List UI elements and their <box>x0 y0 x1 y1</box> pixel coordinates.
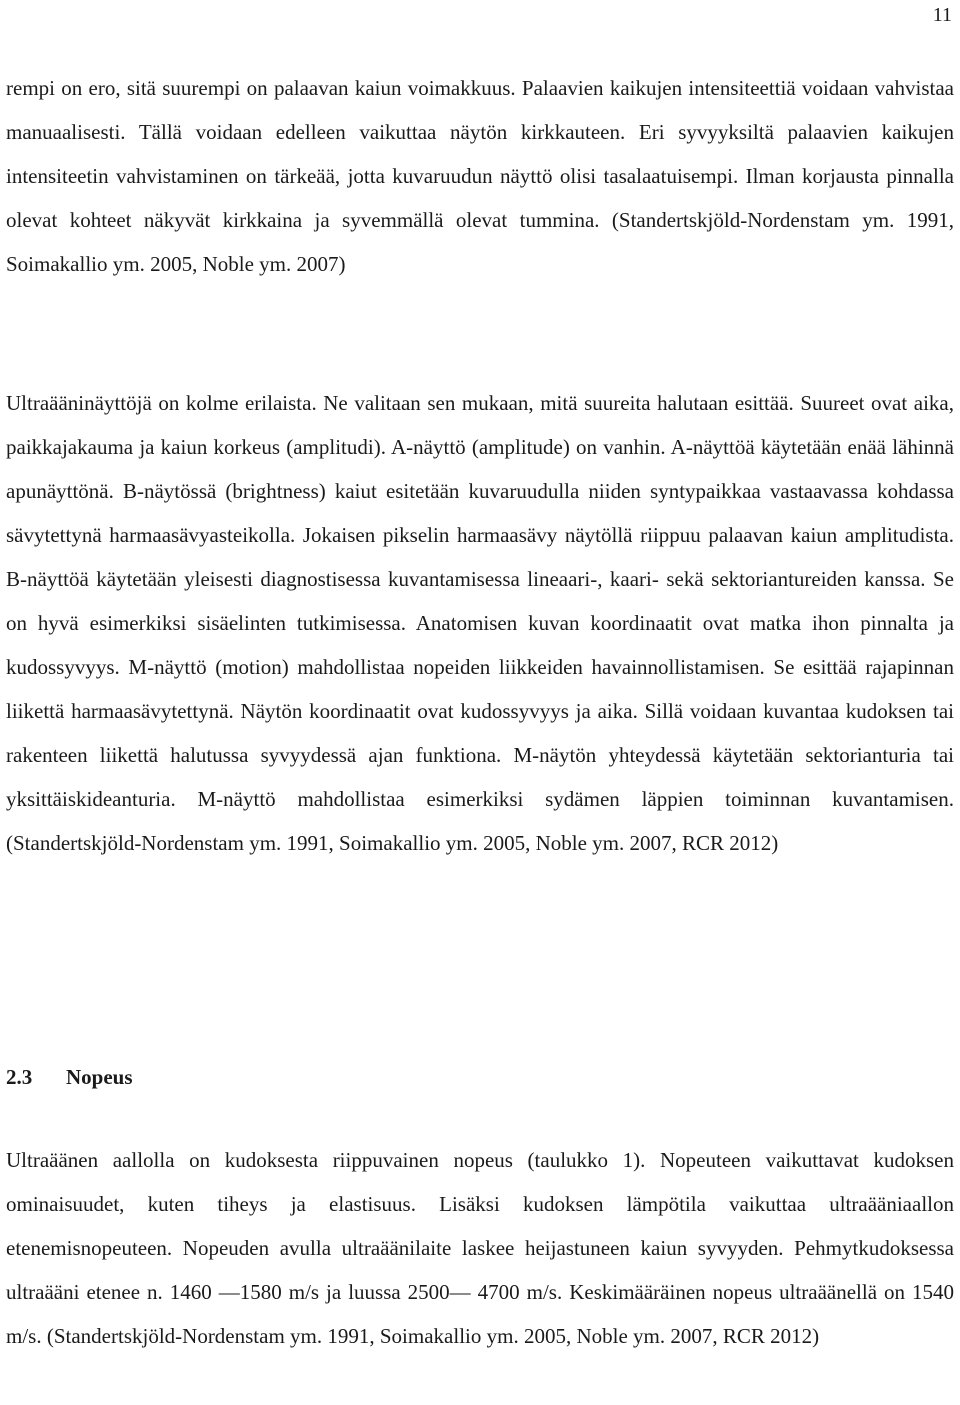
paragraph-intensity: rempi on ero, sitä suurempi on palaavan kaiun voimakkuus. Palaavien kaikujen intensiteettiä voidaan vahvistaa manuaalisesti. Tällä voidaan edelleen vaikuttaa näytön kirkkauteen. Eri syvyyksiltä palaavien kaikujen intensiteetin vahvistaminen on tärkeää, jotta kuvaruudun näyttö olisi tasalaatuisempi. Ilman korjausta pinnalla olevat kohteet näkyvät kirkkaina ja syvemmällä olevat tummina. (Standertskjöld-Nordenstam ym. 1991, Soimakallio ym. 2005, Noble ym. 2007) <box>6 76 954 276</box>
section-heading <box>6 1055 133 1099</box>
paragraph-velocity: Ultraäänen aallolla on kudoksesta riippuvainen nopeus (taulukko 1). Nopeuteen vaikuttavat kudoksen ominaisuudet, kuten tiheys ja elastisuus. Lisäksi kudoksen lämpötila vaikuttaa ultraääniaallon etenemisnopeuteen. Nopeuden avulla ultraäänilaite laskee heijastuneen kaiun syvyyden. Pehmytkudoksessa ultraääni etenee n. 1460 —1580 m/s ja luussa 2500— 4700 m/s. Keskimääräinen nopeus ultraäänellä on 1540 m/s. (Standertskjöld-Nordenstam ym. 1991, Soimakallio ym. 2005, Noble ym. 2007, RCR 2012) <box>6 1148 954 1348</box>
section-number: 2.3 <box>6 1065 33 1089</box>
paragraph-display-modes: Ultraääninäyttöjä on kolme erilaista. Ne valitaan sen mukaan, mitä suureita halutaan esittää. Suureet ovat aika, paikkajakauma ja kaiun korkeus (amplitudi). A-näyttö (amplitude) on vanhin. A-näyttöä käytetään enää lähinnä apunäyttönä. B-näytössä (brightness) kaiut esitetään kuvaruudulla niiden syntypaikkaa vastaavassa kohdassa sävytettynä harmaasävyasteikolla. Jokaisen pikselin harmaasävy näytöllä riippuu palaavan kaiun amplitudista. B-näyttöä käytetään yleisesti diagnostisessa kuvantamisessa lineaari-, kaari- sekä sektoriantureiden kanssa. Se on hyvä esimerkiksi sisäelinten tutkimisessa. Anatomisen kuvan koordinaatit ovat matka ihon pinnalta ja kudossyvyys. M-näyttö (motion) mahdollistaa nopeiden liikkeiden havainnollistamisen. Se esittää rajapinnan liikettä harmaasävytettynä. Näytön koordinaatit ovat kudossyvyys ja aika. Sillä voidaan kuvantaa kudoksen tai rakenteen liikettä halutussa syvyydessä ajan funktiona. M-näytön yhteydessä käytetään sektorianturia tai yksittäiskideanturia. M-näyttö mahdollistaa esimerkiksi sydämen läppien toiminnan kuvantamisen. (Standertskjöld-Nordenstam ym. 1991, Soimakallio ym. 2005, Noble ym. 2007, RCR 2012) <box>6 391 954 855</box>
section-title: Nopeus <box>66 1065 133 1089</box>
page-number: 11 <box>932 4 952 26</box>
